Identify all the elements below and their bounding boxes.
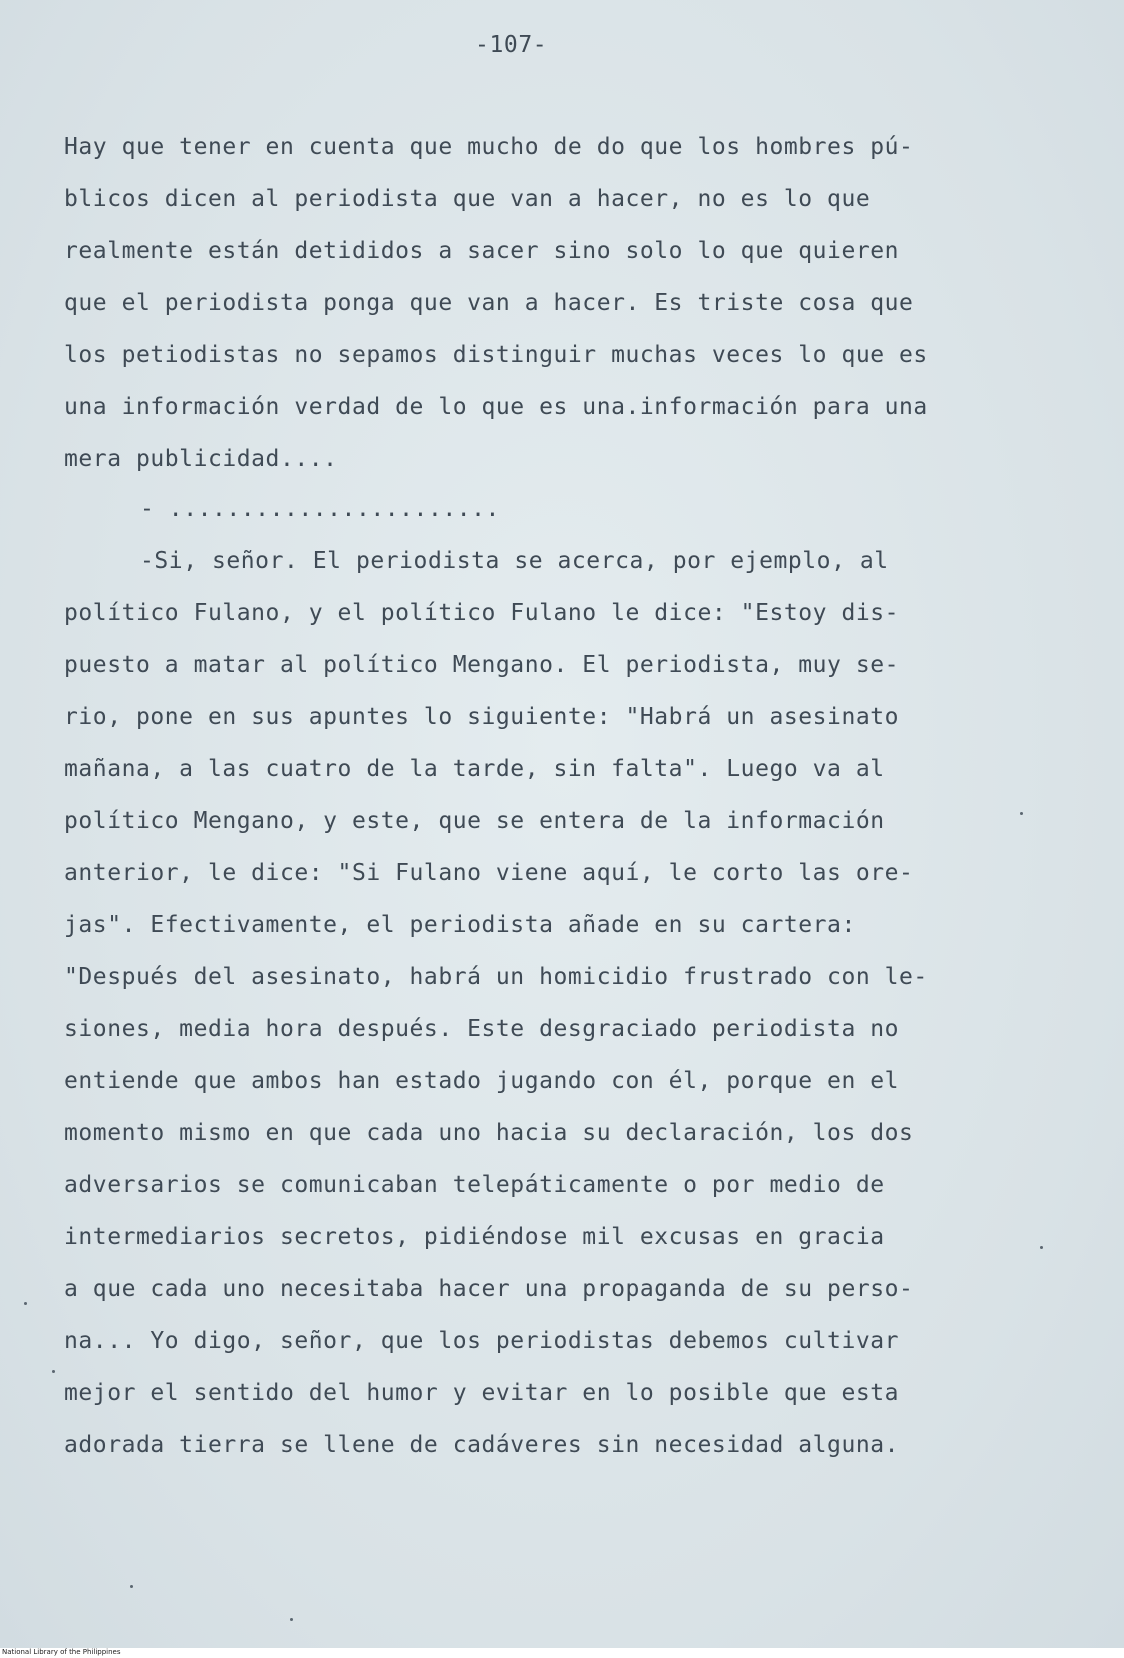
text-line: los petiodistas no sepamos distinguir muchas veces lo que es bbox=[64, 342, 928, 368]
text-line: entiende que ambos han estado jugando con él, porque en el bbox=[64, 1068, 900, 1094]
paper-speck bbox=[1020, 812, 1023, 815]
text-line: adorada tierra se llene de cadáveres sin necesidad alguna. bbox=[64, 1432, 900, 1458]
text-line: puesto a matar al político Mengano. El periodista, muy se- bbox=[64, 652, 900, 678]
text-line: mañana, a las cuatro de la tarde, sin falta". Luego va al bbox=[64, 756, 885, 782]
paper-speck bbox=[24, 1302, 27, 1305]
text-line: anterior, le dice: "Si Fulano viene aquí, le corto las ore- bbox=[64, 860, 914, 886]
text-line: momento mismo en que cada uno hacia su declaración, los dos bbox=[64, 1120, 914, 1146]
text-line: que el periodista ponga que van a hacer. Es triste cosa que bbox=[64, 290, 914, 316]
text-line: realmente están detididos a sacer sino solo lo que quieren bbox=[64, 238, 900, 264]
text-line: una información verdad de lo que es una.información para una bbox=[64, 394, 928, 420]
text-line: jas". Efectivamente, el periodista añade en su cartera: bbox=[64, 912, 856, 938]
text-line: siones, media hora después. Este desgraciado periodista no bbox=[64, 1016, 900, 1042]
text-line: a que cada uno necesitaba hacer una propaganda de su perso- bbox=[64, 1276, 914, 1302]
paper-speck bbox=[1040, 1246, 1043, 1249]
dotted-separator: - ....................... bbox=[140, 496, 500, 522]
text-line: "Después del asesinato, habrá un homicidio frustrado con le- bbox=[64, 964, 928, 990]
text-line: adversarios se comunicaban telepáticamente o por medio de bbox=[64, 1172, 885, 1198]
text-line: Hay que tener en cuenta que mucho de do que los hombres pú- bbox=[64, 134, 914, 160]
text-line: blicos dicen al periodista que van a hacer, no es lo que bbox=[64, 186, 871, 212]
paper-speck bbox=[290, 1618, 293, 1621]
text-line: político Fulano, y el político Fulano le dice: "Estoy dis- bbox=[64, 600, 900, 626]
text-line: mejor el sentido del humor y evitar en lo posible que esta bbox=[64, 1380, 900, 1406]
text-line: político Mengano, y este, que se entera de la información bbox=[64, 808, 885, 834]
text-line: intermediarios secretos, pidiéndose mil excusas en gracia bbox=[64, 1224, 885, 1250]
paper-speck bbox=[52, 1370, 55, 1373]
text-line: rio, pone en sus apuntes lo siguiente: "Habrá un asesinato bbox=[64, 704, 900, 730]
text-line: mera publicidad.... bbox=[64, 446, 338, 472]
footer-credit: National Library of the Philippines bbox=[2, 1648, 121, 1656]
text-line: na... Yo digo, señor, que los periodistas debemos cultivar bbox=[64, 1328, 900, 1354]
paper-speck bbox=[130, 1585, 133, 1588]
page-number: -107- bbox=[475, 32, 548, 58]
text-line: -Si, señor. El periodista se acerca, por ejemplo, al bbox=[140, 548, 889, 574]
